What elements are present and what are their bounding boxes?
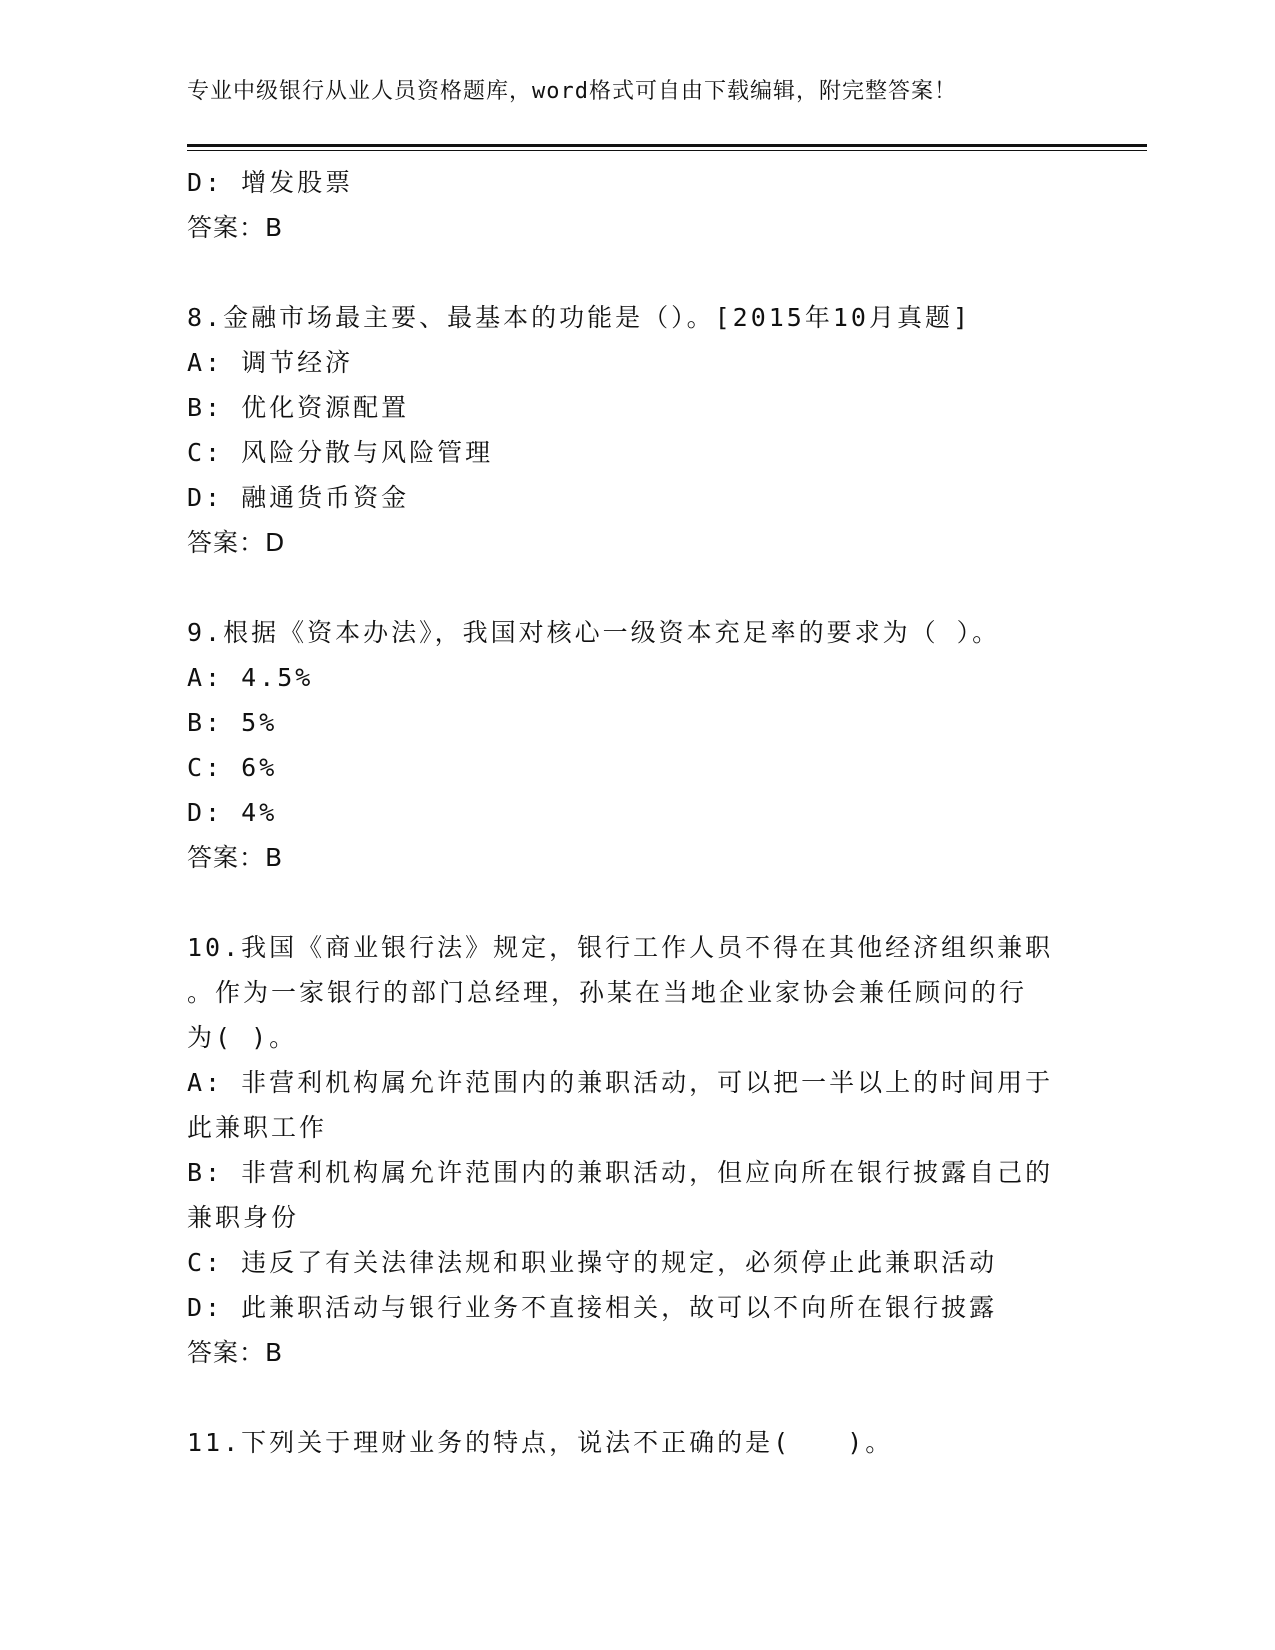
spacer bbox=[187, 565, 1087, 610]
question-block bbox=[187, 610, 1087, 880]
question-stem: 11.下列关于理财业务的特点，说法不正确的是( )。 bbox=[187, 1428, 894, 1457]
option-line: 兼职身份 bbox=[187, 1203, 300, 1232]
question-block bbox=[187, 1420, 1087, 1465]
header-rule bbox=[187, 144, 1147, 147]
option-line: C: 6% bbox=[187, 753, 278, 782]
option-line: D: 4% bbox=[187, 798, 278, 827]
option-line: D: 融通货币资金 bbox=[187, 483, 410, 512]
option-line: B: 5% bbox=[187, 708, 278, 737]
option-line: B: 非营利机构属允许范围内的兼职活动，但应向所在银行披露自己的 bbox=[187, 1158, 1054, 1187]
question-block bbox=[187, 295, 1087, 565]
option-line: D: 增发股票 bbox=[187, 168, 354, 197]
question-stem: 9.根据《资本办法》，我国对核心一级资本充足率的要求为（ ）。 bbox=[187, 618, 1001, 647]
option-line: 此兼职工作 bbox=[187, 1113, 328, 1142]
question-stem: 为( )。 bbox=[187, 1023, 298, 1052]
question-block bbox=[187, 160, 1087, 250]
option-line: D: 此兼职活动与银行业务不直接相关，故可以不向所在银行披露 bbox=[187, 1293, 998, 1322]
option-line: C: 违反了有关法律法规和职业操守的规定，必须停止此兼职活动 bbox=[187, 1248, 998, 1277]
spacer bbox=[187, 1375, 1087, 1420]
option-line: A: 非营利机构属允许范围内的兼职活动，可以把一半以上的时间用于 bbox=[187, 1068, 1054, 1097]
option-line: A: 调节经济 bbox=[187, 348, 354, 377]
question-stem: 10.我国《商业银行法》规定，银行工作人员不得在其他经济组织兼职 bbox=[187, 933, 1054, 962]
question-stem: 。作为一家银行的部门总经理，孙某在当地企业家协会兼任顾问的行 bbox=[187, 978, 1028, 1007]
spacer bbox=[187, 880, 1087, 925]
page-header: 专业中级银行从业人员资格题库，word格式可自由下载编辑，附完整答案！ bbox=[187, 79, 957, 104]
spacer bbox=[187, 250, 1087, 295]
answer-line: 答案：B bbox=[187, 213, 284, 242]
answer-line: 答案：D bbox=[187, 528, 286, 557]
question-stem: 8.金融市场最主要、最基本的功能是（）。[2015年10月真题] bbox=[187, 303, 972, 332]
option-line: C: 风险分散与风险管理 bbox=[187, 438, 494, 467]
header-rule-thin bbox=[187, 150, 1147, 151]
question-content bbox=[187, 160, 1087, 1465]
answer-line: 答案：B bbox=[187, 843, 284, 872]
answer-line: 答案：B bbox=[187, 1338, 284, 1367]
option-line: A: 4.5% bbox=[187, 663, 314, 692]
option-line: B: 优化资源配置 bbox=[187, 393, 410, 422]
question-block bbox=[187, 925, 1087, 1375]
